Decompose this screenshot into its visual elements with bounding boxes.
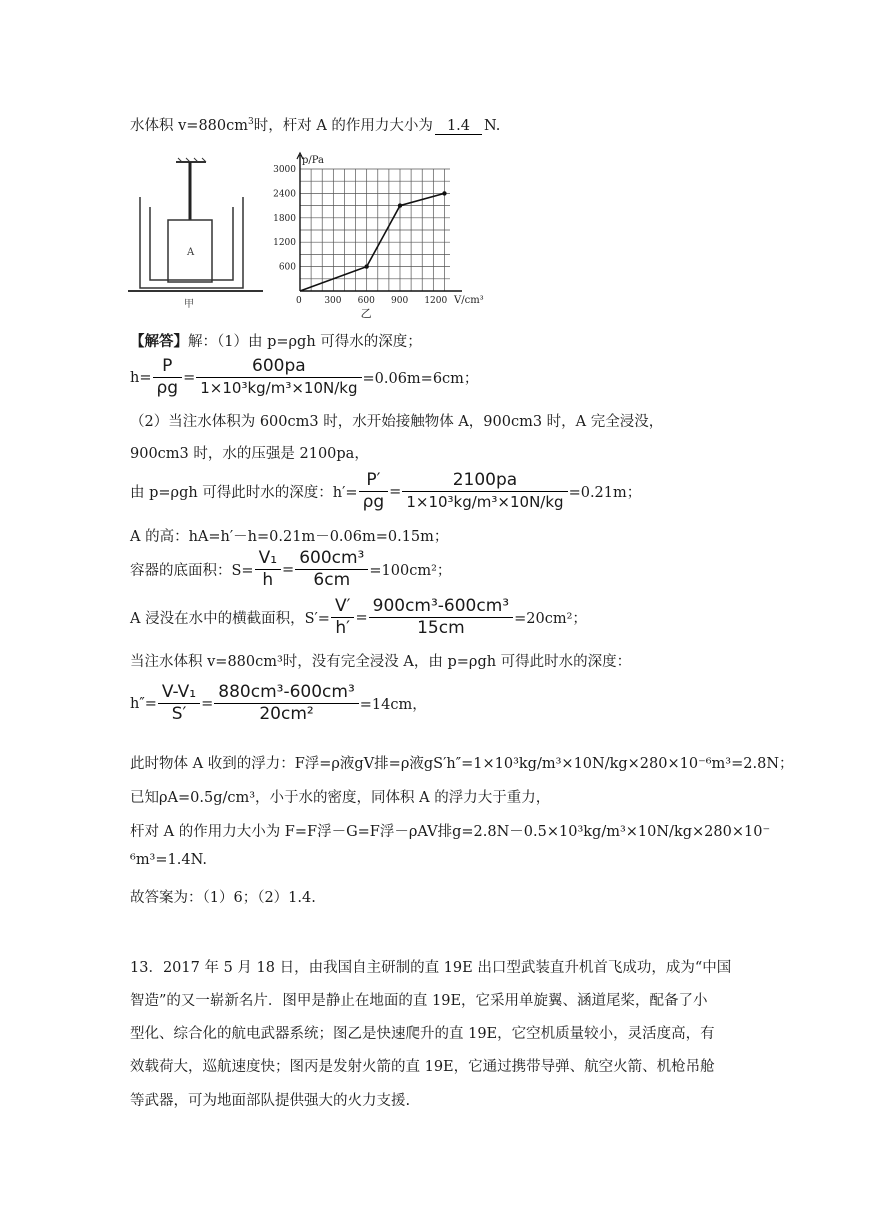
pressure-volume-chart: [262, 143, 492, 319]
text-prefix: 水体积 v=880cm: [130, 118, 248, 134]
eq-h1-result: =0.06m=6cm；: [362, 371, 479, 387]
fraction: [153, 356, 183, 399]
final-answer-line: 故答案为：（1）6；（2）1.4.: [130, 890, 316, 906]
q13-line-5: 等武器，可为地面部队提供强大的火力支援.: [130, 1093, 411, 1109]
fraction: [196, 356, 361, 399]
density-line: 已知ρA=0.5g/cm³，小于水的密度，同体积 A 的浮力大于重力，: [130, 790, 551, 806]
eq-s-lhs: 容器的底面积：S=: [130, 563, 254, 579]
fraction-denominator: h′: [335, 618, 351, 638]
fraction: [402, 470, 567, 513]
fraction-denominator: ρg: [156, 378, 179, 398]
fraction: [158, 682, 200, 725]
x-tick-label: 600: [357, 296, 375, 306]
fraction: [369, 596, 513, 639]
sup-3: 3: [248, 117, 254, 128]
data-point: [398, 203, 402, 207]
force-line-2: ⁶m³=1.4N.: [130, 852, 207, 868]
fraction-denominator: 15cm: [417, 618, 465, 638]
chart-caption: 乙: [360, 307, 372, 320]
fraction: [359, 470, 389, 513]
part2-line1: （2）当注水体积为 600cm3 时，水开始接触物体 A，900cm3 时，A 完全浸没，: [130, 414, 664, 430]
answer-line-volume: [130, 114, 500, 135]
fraction-numerator: 900cm³-600cm³: [369, 596, 513, 618]
solution-intro-text: 解：（1）由 p=ρgh 可得水的深度；: [188, 334, 422, 350]
eq-sp-lhs: A 浸没在水中的横截面积，S′=: [130, 611, 330, 627]
fraction-denominator: S′: [171, 704, 187, 724]
equation-h2: 由 p=ρgh 可得此时水的深度：h′= $\frac{P'}{\rho g}$ = $\frac{2100pa}{\text{1×10³kg/m³×10N/kg}}$ =0.21m；: [130, 470, 642, 512]
fraction: [214, 682, 358, 725]
h3-intro-line: 当注水体积 v=880cm³时，没有完全浸没 A，由 p=ρgh 可得此时水的深度：: [130, 654, 632, 670]
x-tick-label: 1200: [424, 296, 448, 306]
q13-line-4: 效载荷大，巡航速度快；图丙是发射火箭的直 19E，它通过携带导弹、航空火箭、机枪吊舱: [130, 1059, 715, 1075]
y-axis-label: p/Pa: [302, 155, 325, 166]
eq-h3-lhs: h″=: [130, 695, 157, 712]
fraction: [295, 548, 368, 591]
q13-line-2: 智造”的又一崭新名片．图甲是静止在地面的直 19E，它采用单旋翼、涵道尾桨，配备了小: [130, 993, 708, 1009]
text-mid: 时，杆对 A 的作用力大小为: [253, 118, 433, 134]
eq-h2-lhs: 由 p=ρgh 可得此时水的深度：h′=: [130, 485, 358, 501]
q13-line-3: 型化、综合化的航电武器系统；图乙是快速爬升的直 19E，它空机质量较小，灵活度高，有: [130, 1026, 715, 1042]
x-tick-label: 300: [324, 296, 342, 306]
eq-h2-result: =0.21m；: [568, 485, 642, 501]
blank-answer: 1.4: [435, 118, 482, 135]
part2-line2: 900cm3 时，水的压强是 2100pa，: [130, 446, 369, 462]
x-axis-label: V/cm³: [454, 295, 484, 306]
fraction-denominator: 6cm: [313, 570, 351, 590]
y-tick-label: 600: [278, 262, 296, 273]
fraction-numerator: V′: [331, 596, 355, 618]
fraction-numerator: 880cm³-600cm³: [214, 682, 358, 704]
eq-h1-lhs: h=: [130, 369, 152, 386]
eq-s-result: =100cm²；: [369, 563, 452, 579]
fraction-numerator: 2100pa: [402, 470, 567, 492]
x-tick-label: 900: [391, 296, 409, 306]
fraction-numerator: V-V₁: [158, 682, 200, 704]
fraction-numerator: P: [153, 356, 183, 378]
data-point: [364, 264, 368, 268]
y-tick-label: 1800: [273, 213, 296, 224]
ha-line: A 的高：hA=h′－h=0.21m－0.06m=0.15m；: [130, 529, 449, 545]
fraction-numerator: 600cm³: [295, 548, 368, 570]
y-tick-label: 1200: [273, 238, 296, 249]
fraction-denominator: 20cm²: [259, 704, 314, 724]
eq-sp-result: =20cm²；: [514, 611, 587, 627]
x-tick-label: 0: [296, 296, 302, 306]
eq-h3-result: =14cm，: [359, 697, 427, 713]
fraction-numerator: P′: [359, 470, 389, 492]
data-point: [442, 191, 446, 195]
equation-h1: h= $\frac{P}{\rho g}$ = $\frac{600pa}{\text{1×10³kg/m³×10N/kg}}$ =0.06m=6cm；: [130, 356, 479, 398]
y-tick-label: 2400: [273, 189, 296, 200]
figure-container: [128, 155, 268, 310]
fraction-denominator: ρg: [362, 492, 385, 512]
fraction-denominator: 1×10³kg/m³×10N/kg: [200, 379, 358, 397]
equation-s-prime: A 浸没在水中的横截面积，S′= $\frac{V'}{h'}$ = $\frac{\text{900cm³-600cm³}}{15cm}$ =20cm²；: [130, 596, 587, 638]
equation-s: 容器的底面积：S= $\frac{\text{V₁}}{h}$ = $\frac{\text{600cm³}}{6cm}$ =100cm²；: [130, 548, 452, 590]
text-unit: N.: [484, 118, 501, 134]
force-line-1: 杆对 A 的作用力大小为 F=F浮－G=F浮－ρAV排g=2.8N－0.5×10³kg/m³×10N/kg×280×10⁻: [130, 824, 771, 840]
fraction-denominator: h: [262, 570, 274, 590]
equation-h3: h″= $\frac{\text{V-V₁}}{S'}$ = $\frac{\text{880cm³-600cm³}}{\text{20cm²}}$ =14cm，: [130, 682, 427, 724]
q13-line-1: 13．2017 年 5 月 18 日，由我国自主研制的直 19E 出口型武装直升机首飞成功，成为“中国: [130, 960, 732, 976]
y-tick-label: 3000: [273, 165, 296, 175]
solution-head: 【解答】: [130, 333, 188, 350]
fraction-numerator: V₁: [255, 548, 281, 570]
buoyancy-line: 此时物体 A 收到的浮力：F浮=ρ液gV排=ρ液gS′h″=1×10³kg/m³×10N/kg×280×10⁻⁶m³=2.8N；: [130, 756, 794, 772]
figure-left-label: 甲: [184, 299, 194, 310]
fraction: [255, 548, 281, 591]
solution-intro: [130, 330, 422, 351]
block-a-label: A: [187, 247, 195, 258]
fraction-denominator: 1×10³kg/m³×10N/kg: [406, 493, 564, 511]
fraction: [331, 596, 355, 639]
fraction-numerator: 600pa: [196, 356, 361, 378]
